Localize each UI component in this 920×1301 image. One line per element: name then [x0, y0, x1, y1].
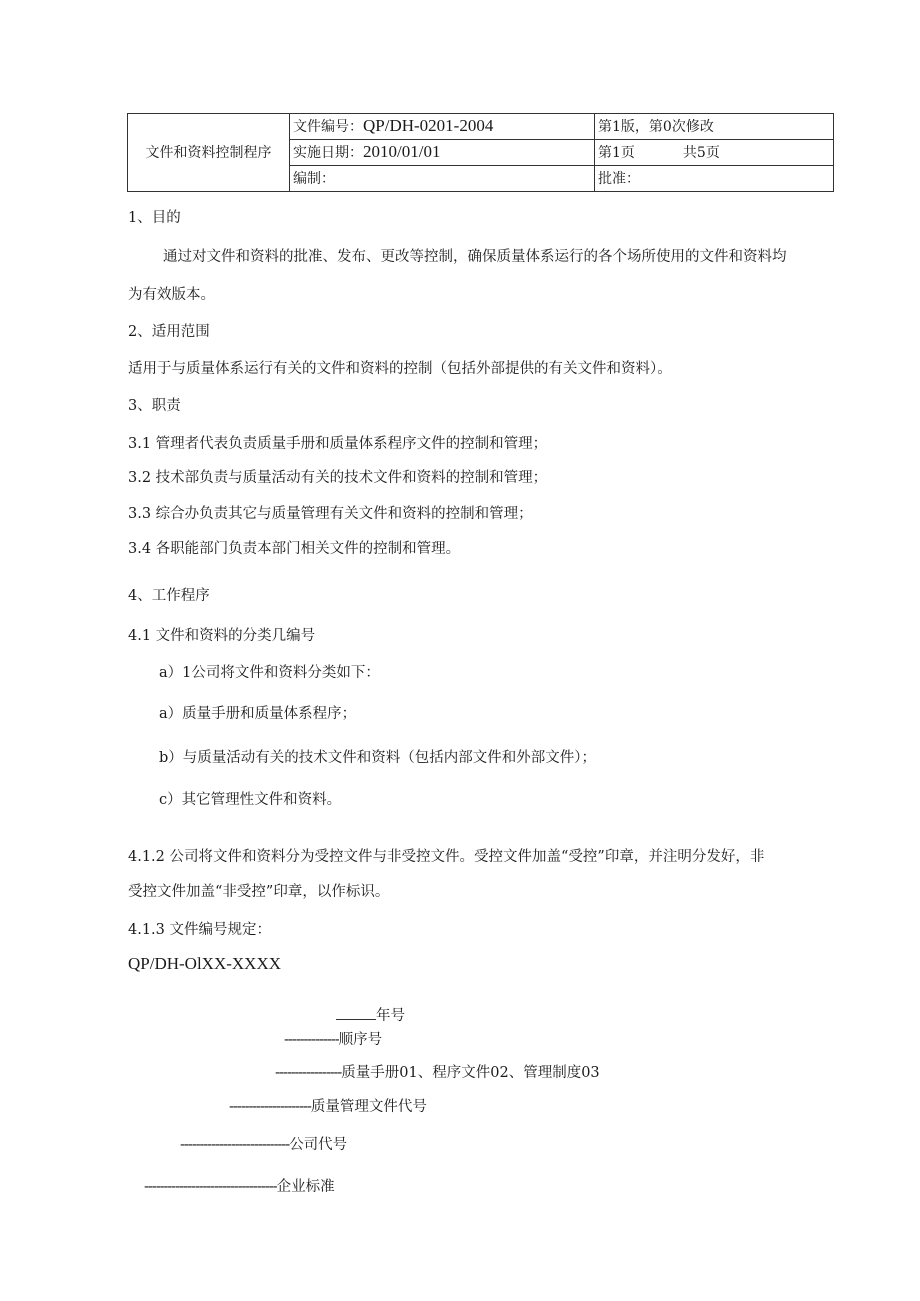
company-code-leader: ----------------------------	[180, 1137, 290, 1153]
page-total: 共5页	[682, 144, 720, 161]
enterprise-std-leader: ----------------------------------	[144, 1179, 277, 1195]
page-current: 第1页	[598, 144, 635, 161]
enterprise-std-label: 企业标准	[276, 1179, 335, 1195]
seq-label: 顺序号	[338, 1032, 383, 1048]
section-2-text: 适用于与质量体系运行有关的文件和资料的控制（包括外部提供的有关文件和资料）。	[128, 361, 672, 377]
diagram-row-year	[336, 1004, 405, 1025]
section-3-1: 3.1 管理者代表负责质量手册和质量体系程序文件的控制和管理；	[128, 436, 548, 452]
qm-code-label: 质量管理文件代号	[310, 1099, 427, 1115]
section-3-2: 3.2 技术部负责与质量活动有关的技术文件和资料的控制和管理；	[128, 470, 548, 486]
section-4-1-3: 4.1.3 文件编号规定：	[128, 922, 272, 938]
section-4-1-2-line1: 4.1.2 公司将文件和资料分为受控文件与非受控文件。受控文件加盖“受控”印章，并注明分发好，非	[128, 849, 765, 865]
page-cell	[595, 140, 834, 166]
section-4-1-2-line2: 受控文件加盖“非受控”印章，以作标识。	[128, 884, 390, 900]
date-cell: 实施日期：2010/01/01	[290, 140, 595, 166]
diagram-row-enterprise-std	[144, 1175, 335, 1196]
document-header-table	[127, 113, 834, 192]
section-1-text-line1: 通过对文件和资料的批准、发布、更改等控制，确保质量体系运行的各个场所使用的文件和资料均	[163, 249, 787, 265]
section-4-1-c: c）其它管理性文件和资料。	[159, 792, 342, 808]
section-3-3: 3.3 综合办负责其它与质量管理有关文件和资料的控制和管理；	[128, 506, 533, 522]
section-4-1-a1: a）1公司将文件和资料分类如下：	[159, 665, 380, 681]
diagram-row-qm-code	[229, 1095, 427, 1116]
doc-number: QP/DH-0201-2004	[363, 116, 494, 135]
year-label: 年号	[376, 1008, 405, 1024]
version-cell: 第1版，第0次修改	[595, 114, 834, 140]
section-4-1: 4.1 文件和资料的分类几编号	[128, 628, 316, 644]
section-1-title: 1、目的	[128, 210, 181, 226]
diagram-row-seq	[284, 1028, 382, 1049]
editor-cell: 编制：	[290, 166, 595, 192]
type-leader: -----------------	[275, 1065, 342, 1081]
type-label: 质量手册01、程序文件02、管理制度03	[341, 1065, 600, 1081]
section-4-1-a: a）质量手册和质量体系程序；	[159, 706, 357, 722]
year-underline	[336, 1007, 376, 1020]
section-3-4: 3.4 各职能部门负责本部门相关文件的控制和管理。	[128, 541, 461, 557]
company-code-label: 公司代号	[289, 1137, 348, 1153]
section-4-1-b: b）与质量活动有关的技术文件和资料（包括内部文件和外部文件）；	[159, 750, 597, 766]
doc-number-cell: 文件编号：QP/DH-0201-2004	[290, 114, 595, 140]
diagram-row-type	[275, 1061, 600, 1082]
seq-leader: --------------	[284, 1032, 339, 1048]
approver-cell: 批准：	[595, 166, 834, 192]
section-3-title: 3、职责	[128, 398, 181, 414]
section-4-title: 4、工作程序	[128, 588, 210, 604]
code-pattern: QP/DH-OlXX-XXXX	[128, 954, 281, 973]
effective-date: 2010/01/01	[363, 142, 441, 161]
doc-title: 文件和资料控制程序	[128, 114, 290, 192]
section-1-text-line2: 为有效版本。	[128, 287, 215, 303]
section-2-title: 2、适用范围	[128, 324, 210, 340]
qm-code-leader: ---------------------	[229, 1099, 311, 1115]
diagram-row-company-code	[180, 1133, 347, 1154]
